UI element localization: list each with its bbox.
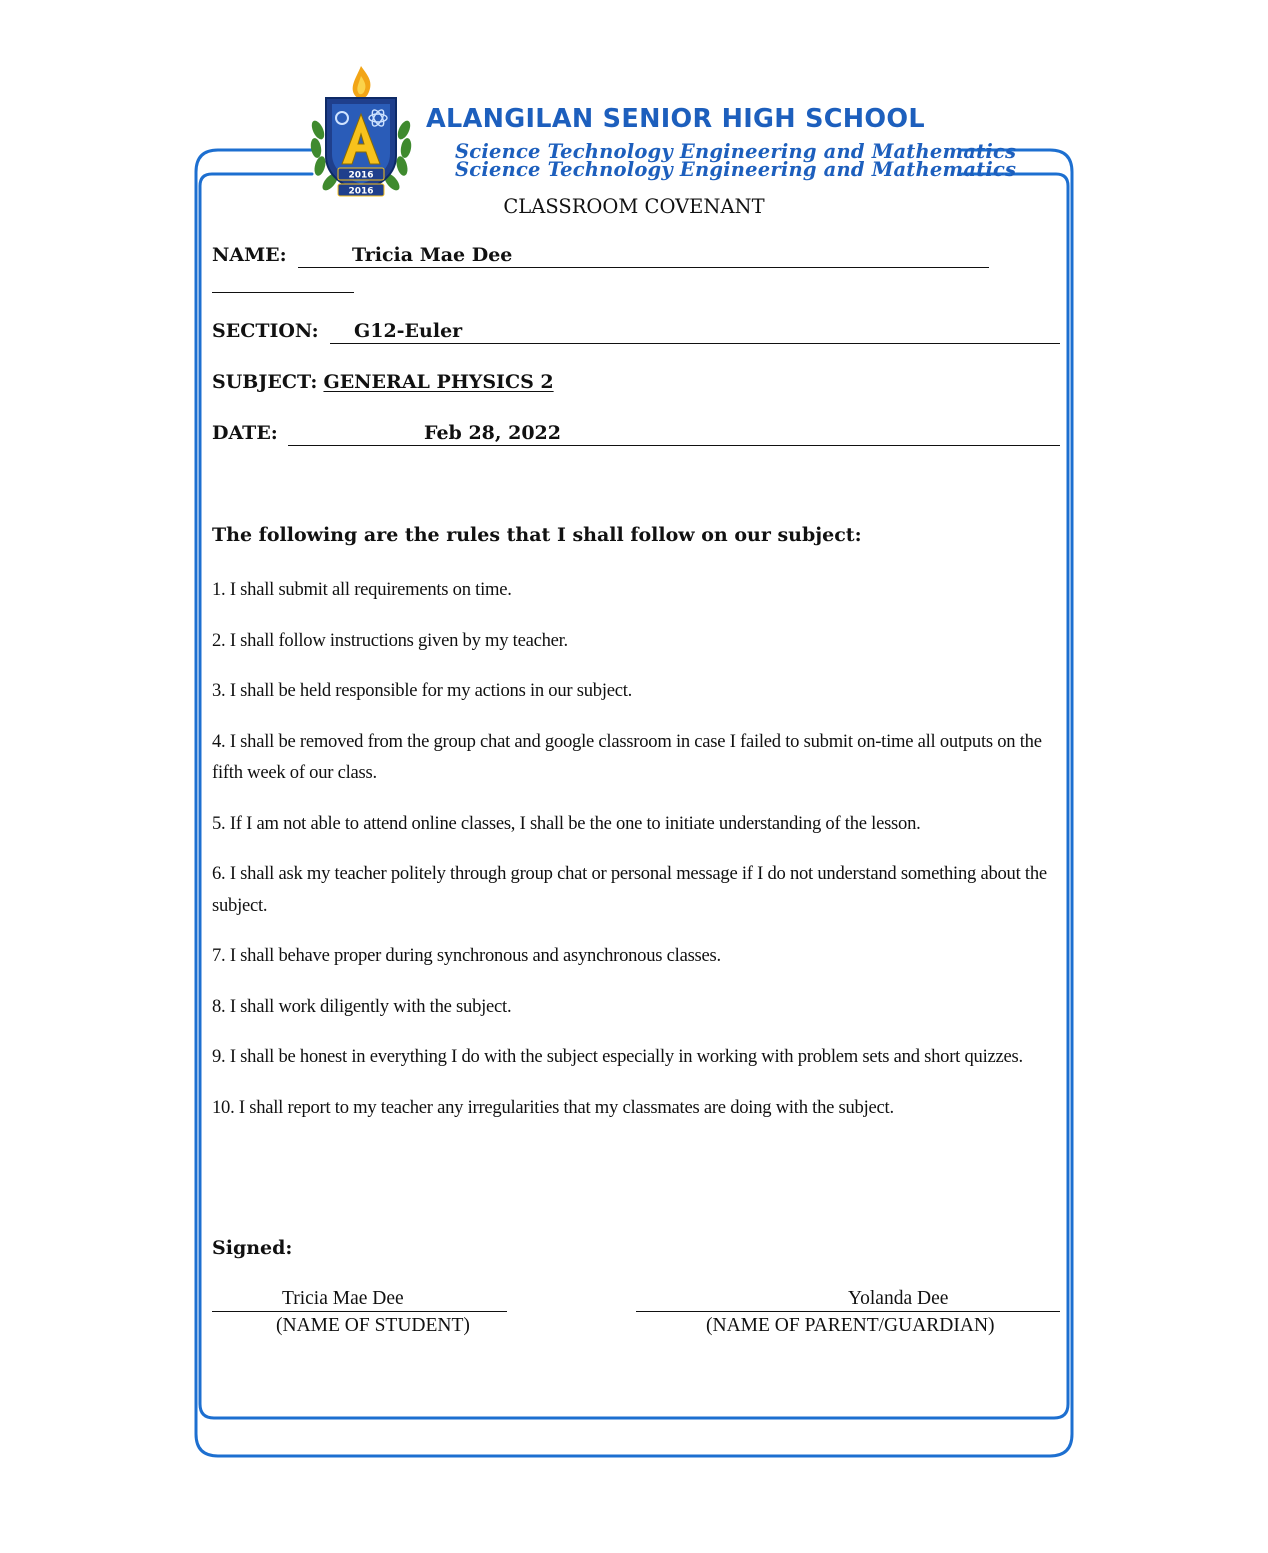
rule-item: 7. I shall behave proper during synchronous and asynchronous classes. <box>212 945 721 966</box>
subject-value: GENERAL PHYSICS 2 <box>323 371 554 393</box>
school-name: ALANGILAN SENIOR HIGH SCHOOL <box>426 104 925 134</box>
school-tagline: Science Technology Engineering and Mathematics <box>455 140 1017 163</box>
signed-label: Signed: <box>212 1237 293 1259</box>
rule-item: 2. I shall follow instructions given by my teacher. <box>212 629 568 651</box>
subject-field <box>212 371 554 393</box>
name-label: NAME: <box>212 244 287 266</box>
parent-name: Yolanda Dee <box>848 1288 949 1309</box>
rule-item: 3. I shall be held responsible for my actions in our subject. <box>212 680 633 701</box>
student-name: Tricia Mae Dee <box>282 1288 404 1309</box>
section-field <box>212 320 319 342</box>
rule-item: 9. I shall be honest in everything I do with the subject especially in working with problem sets and short quizzes. <box>212 1046 1023 1067</box>
rule-item: 6. I shall ask my teacher politely through group chat or personal message if I do not understand something about the subject. <box>212 863 1047 916</box>
date-value: Feb 28, 2022 <box>424 422 561 444</box>
rule-item: 5. If I am not able to attend online classes, I shall be the one to initiate understanding of the lesson. <box>212 812 921 834</box>
date-field <box>212 422 278 444</box>
rules-list <box>212 574 1072 1142</box>
date-line <box>288 423 1060 446</box>
logo-year-text-2: 2016 <box>348 186 374 197</box>
rule-item: 4. I shall be removed from the group chat and google classroom in case I failed to submit on-time all outputs on the fifth week of our class. <box>212 730 1042 783</box>
rules-intro: The following are the rules that I shall follow on our subject: <box>212 524 862 546</box>
name-line-continuation <box>212 270 354 293</box>
school-logo <box>308 64 414 210</box>
student-caption: (NAME OF STUDENT) <box>276 1315 470 1336</box>
section-label: SECTION: <box>212 320 319 342</box>
rule-item: 8. I shall work diligently with the subject. <box>212 995 512 1017</box>
section-value: G12-Euler <box>354 320 463 342</box>
school-tagline-reflection: Science Technology Engineering and Mathematics <box>455 158 1017 181</box>
name-field <box>212 244 287 266</box>
document-title: CLASSROOM COVENANT <box>503 195 765 218</box>
parent-caption: (NAME OF PARENT/GUARDIAN) <box>706 1315 995 1336</box>
date-label: DATE: <box>212 422 278 444</box>
logo-year-text: 2016 <box>348 170 374 181</box>
rule-item: 1. I shall submit all requirements on time. <box>212 579 512 600</box>
name-value: Tricia Mae Dee <box>352 244 513 266</box>
rule-item: 10. I shall report to my teacher any irregularities that my classmates are doing with the subject. <box>212 1096 894 1118</box>
subject-label: SUBJECT: <box>212 371 318 393</box>
